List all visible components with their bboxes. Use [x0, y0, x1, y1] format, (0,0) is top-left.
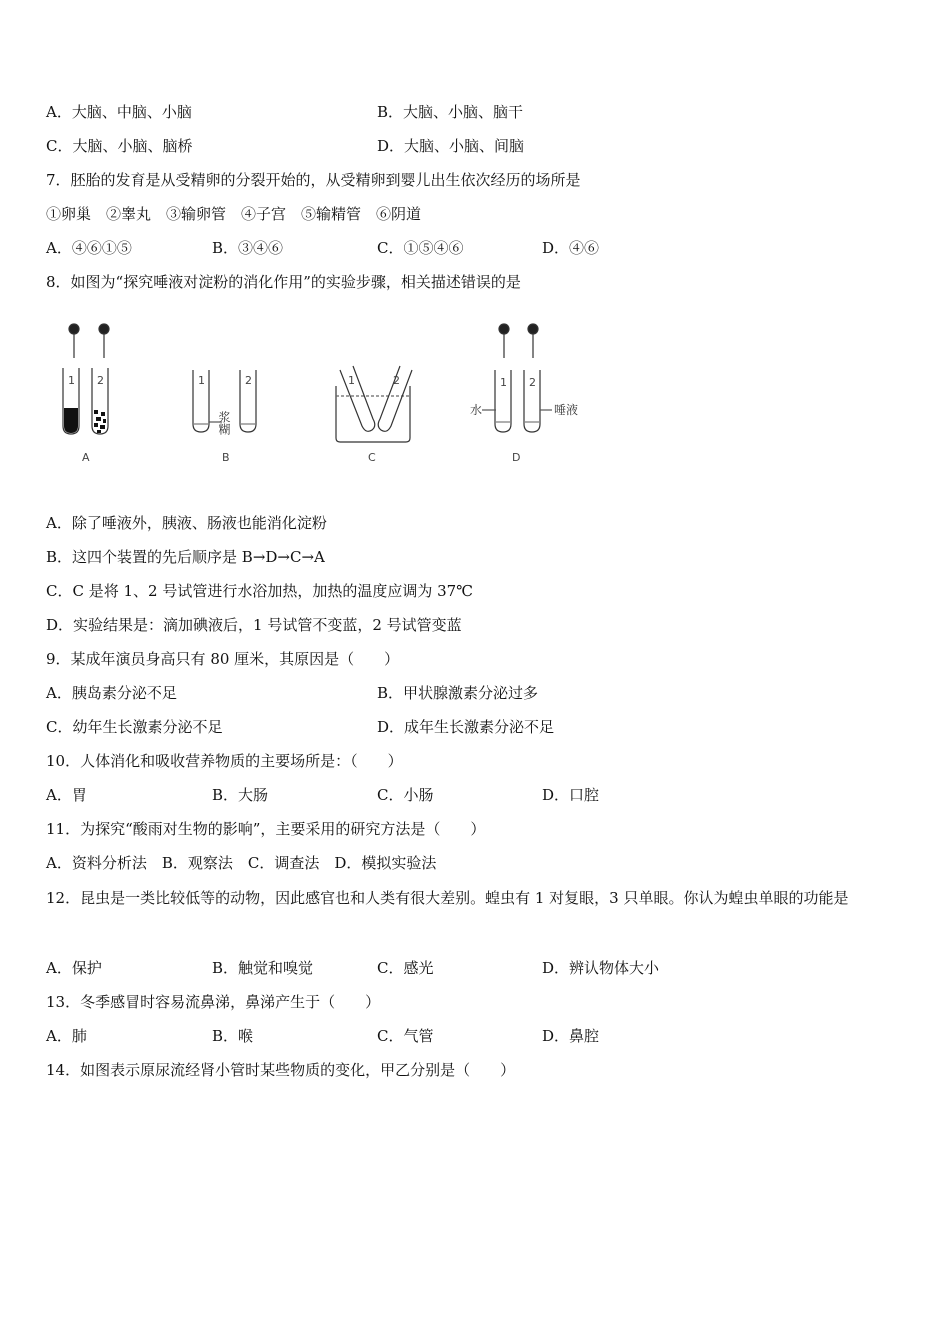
panel-c-tube-2-label: 2: [393, 374, 400, 387]
q12-option-b: B．触觉和嗅觉: [212, 959, 314, 977]
q9-stem: 9．某成年演员身高只有 80 厘米，其原因是（ ）: [46, 650, 400, 668]
q10-option-d: D．口腔: [542, 786, 600, 804]
q7-option-b: B．③④⑥: [212, 239, 284, 257]
q9-options-row2: [46, 716, 906, 738]
q7-stem: 7．胚胎的发育是从受精卵的分裂开始的，从受精卵到婴儿出生依次经历的场所是: [46, 171, 581, 189]
panel-d-dropper-1: [499, 324, 509, 358]
q6-option-a: A．大脑、中脑、小脑: [46, 103, 192, 121]
q7-options: [46, 237, 906, 259]
panel-b-tube-2-label: 2: [245, 374, 252, 387]
q12-option-d: D．辨认物体大小: [542, 959, 660, 977]
q10-options: [46, 784, 906, 806]
q11-stem: 11．为探究“酸雨对生物的影响”，主要采用的研究方法是（ ）: [46, 820, 486, 838]
q13-stem: 13．冬季感冒时容易流鼻涕，鼻涕产生于（ ）: [46, 993, 381, 1011]
q7-option-a: A．④⑥①⑤: [46, 239, 132, 257]
q6-option-b: B．大脑、小脑、脑干: [377, 103, 524, 121]
panel-d-saliva-label: 唾液: [554, 403, 579, 417]
panel-b-paste-label: 浆糊: [217, 411, 231, 435]
panel-d-dropper-2: [528, 324, 538, 358]
q12-options: [46, 957, 906, 979]
q14-stem: 14．如图表示原尿流经肾小管时某些物质的变化，甲乙分别是（ ）: [46, 1061, 516, 1079]
q10-option-b: B．大肠: [212, 786, 269, 804]
q6-option-d: D．大脑、小脑、间脑: [377, 137, 525, 155]
q10-option-a: A．胃: [46, 786, 87, 804]
q13-options: [46, 1025, 906, 1047]
panel-a-tube-1-dark-liquid: [64, 408, 78, 433]
panel-c-beaker: [336, 386, 410, 442]
q9-option-b: B．甲状腺激素分泌过多: [377, 684, 539, 702]
panel-a-dropper-1: [69, 324, 79, 358]
q13-option-b: B．喉: [212, 1027, 254, 1045]
panel-a-tube-2-speckled-liquid: [94, 410, 106, 433]
q11-options: A．资料分析法 B．观察法 C．调查法 D．模拟实验法: [46, 854, 437, 872]
q8-stem: 8．如图为“探究唾液对淀粉的消化作用”的实验步骤，相关描述错误的是: [46, 273, 521, 291]
panel-c-tube-1: [340, 366, 375, 431]
q6-options-row2: [46, 135, 906, 157]
q13-option-d: D．鼻腔: [542, 1027, 600, 1045]
panel-d-label: D: [512, 451, 521, 464]
q8-option-b: B．这四个装置的先后顺序是 B→D→C→A: [46, 548, 325, 566]
panel-d-water-label: 水: [470, 403, 483, 417]
q8-option-a: A．除了唾液外，胰液、肠液也能消化淀粉: [46, 514, 327, 532]
panel-d-tube-2-label: 2: [529, 376, 536, 389]
q8-experiment-figure: [50, 318, 590, 468]
q10-option-c: C．小肠: [377, 786, 434, 804]
q8-option-c: C．C 是将 1、2 号试管进行水浴加热，加热的温度应调为 37℃: [46, 582, 473, 600]
q12-option-c: C．感光: [377, 959, 434, 977]
q6-options-row1: [46, 101, 906, 123]
q9-option-a: A．胰岛素分泌不足: [46, 684, 177, 702]
q13-option-a: A．肺: [46, 1027, 87, 1045]
panel-b-label: B: [222, 451, 230, 464]
q10-stem: 10．人体消化和吸收营养物质的主要场所是：（ ）: [46, 752, 403, 770]
q7-option-c: C．①⑤④⑥: [377, 239, 464, 257]
q7-option-d: D．④⑥: [542, 239, 600, 257]
q6-option-c: C．大脑、小脑、脑桥: [46, 137, 193, 155]
panel-a-tube-1-label: 1: [68, 374, 75, 387]
q9-option-c: C．幼年生长激素分泌不足: [46, 718, 223, 736]
q13-option-c: C．气管: [377, 1027, 434, 1045]
panel-a-dropper-2: [99, 324, 109, 358]
panel-c-label: C: [368, 451, 376, 464]
q12-option-a: A．保护: [46, 959, 102, 977]
q8-option-d: D．实验结果是：滴加碘液后，1 号试管不变蓝，2 号试管变蓝: [46, 616, 462, 634]
panel-c-tube-1-label: 1: [348, 374, 355, 387]
q7-items: ①卵巢 ②睾丸 ③输卵管 ④子宫 ⑤输精管 ⑥阴道: [46, 205, 422, 223]
q9-option-d: D．成年生长激素分泌不足: [377, 718, 555, 736]
panel-a-tube-2-label: 2: [97, 374, 104, 387]
panel-d-tube-1-label: 1: [500, 376, 507, 389]
panel-b-tube-1-label: 1: [198, 374, 205, 387]
q9-options-row1: [46, 682, 906, 704]
panel-a-label: A: [82, 451, 90, 464]
q12-stem: 12．昆虫是一类比较低等的动物，因此感官也和人类有很大差别。蝗虫有 1 对复眼，3 只单眼。你认为蝗虫单眼的功能是: [46, 889, 849, 907]
